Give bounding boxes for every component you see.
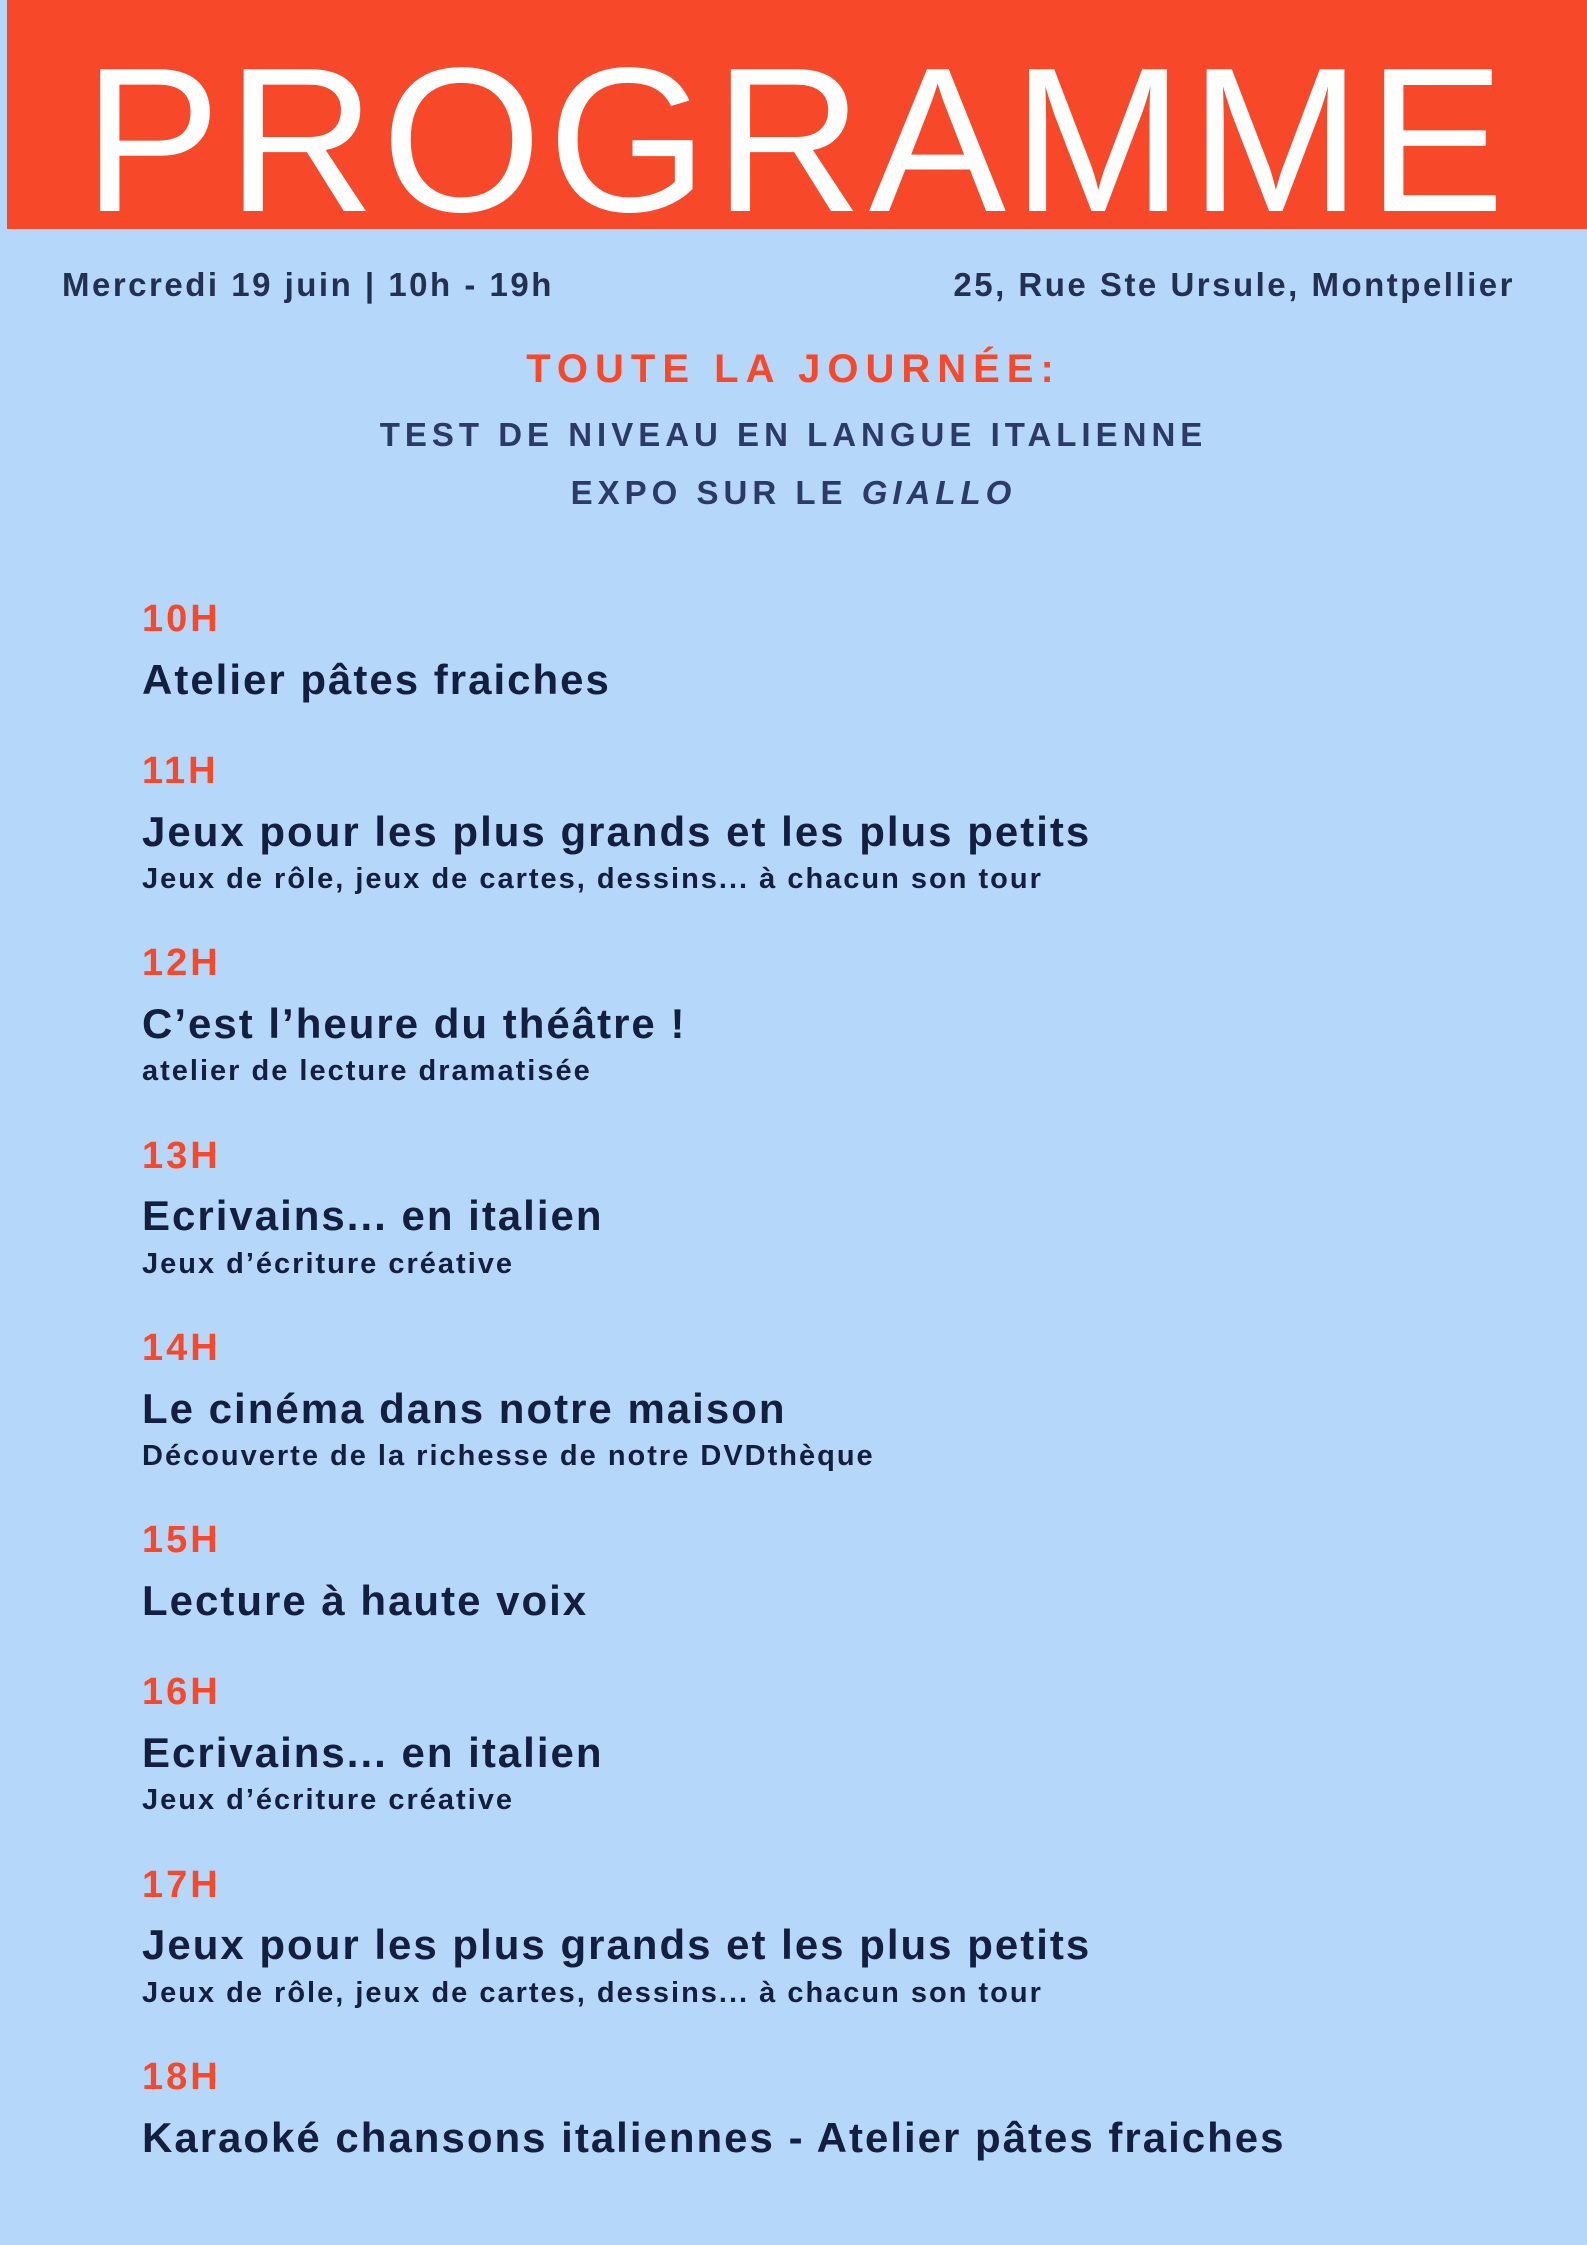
entry-time: 11H [142, 749, 219, 792]
schedule-entry [142, 1327, 1497, 1473]
event-datetime: Mercredi 19 juin | 10h - 19h [62, 266, 554, 303]
event-address: 25, Rue Ste Ursule, Montpellier [953, 266, 1515, 303]
entry-title: C’est l’heure du théâtre ! [142, 1000, 687, 1047]
schedule-entry [142, 2056, 1497, 2162]
all-day-activity-2-text: EXPO SUR LE [570, 474, 862, 511]
schedule-list [142, 598, 1497, 2208]
entry-subtitle: Découverte de la richesse de notre DVDthèque [142, 1439, 875, 1472]
entry-title: Ecrivains... en italien [142, 1192, 604, 1240]
entry-subtitle: Jeux d’écriture créative [142, 1247, 515, 1280]
entry-title: Le cinéma dans notre maison [142, 1384, 787, 1432]
schedule-entry [142, 598, 1497, 704]
entry-time: 16H [142, 1671, 221, 1714]
all-day-heading: TOUTE LA JOURNÉE: [526, 347, 1061, 391]
schedule-entry [142, 1864, 1497, 2010]
entry-subtitle: Jeux de rôle, jeux de cartes, dessins... à chacun son tour [142, 862, 1043, 895]
all-day-activity-2 [0, 474, 1587, 512]
giallo-italic-text: GIALLO [861, 474, 1017, 511]
entry-title: Karaoké chansons italiennes - Atelier pâtes fraiches [142, 2113, 1286, 2161]
entry-time: 10H [142, 598, 221, 640]
entry-subtitle: Jeux de rôle, jeux de cartes, dessins... à chacun son tour [142, 1976, 1043, 2009]
entry-time: 12H [142, 942, 221, 985]
schedule-entry [142, 1671, 1497, 1817]
entry-subtitle: Jeux d’écriture créative [142, 1784, 515, 1817]
poster-title: PROGRAMME [83, 25, 1511, 229]
entry-title: Jeux pour les plus grands et les plus petits [142, 807, 1092, 855]
entry-subtitle: atelier de lecture dramatisée [142, 1055, 592, 1088]
entry-title: Atelier pâtes fraiches [142, 655, 611, 703]
schedule-entry [142, 942, 1497, 1088]
all-day-section [0, 347, 1587, 532]
entry-title: Lecture à haute voix [142, 1576, 589, 1624]
meta-row [62, 266, 1515, 304]
schedule-entry [142, 1519, 1497, 1625]
entry-time: 17H [142, 1863, 221, 1906]
entry-time: 15H [142, 1519, 221, 1562]
entry-time: 14H [142, 1326, 221, 1369]
entry-time: 13H [142, 1134, 221, 1177]
entry-title: Jeux pour les plus grands et les plus petits [142, 1921, 1092, 1969]
all-day-activity-1: TEST DE NIVEAU EN LANGUE ITALIENNE [379, 416, 1208, 453]
schedule-entry [142, 1135, 1497, 1281]
schedule-entry [142, 750, 1497, 896]
header-banner [7, 0, 1587, 229]
entry-time: 18H [142, 2055, 221, 2098]
entry-title: Ecrivains... en italien [142, 1728, 604, 1776]
